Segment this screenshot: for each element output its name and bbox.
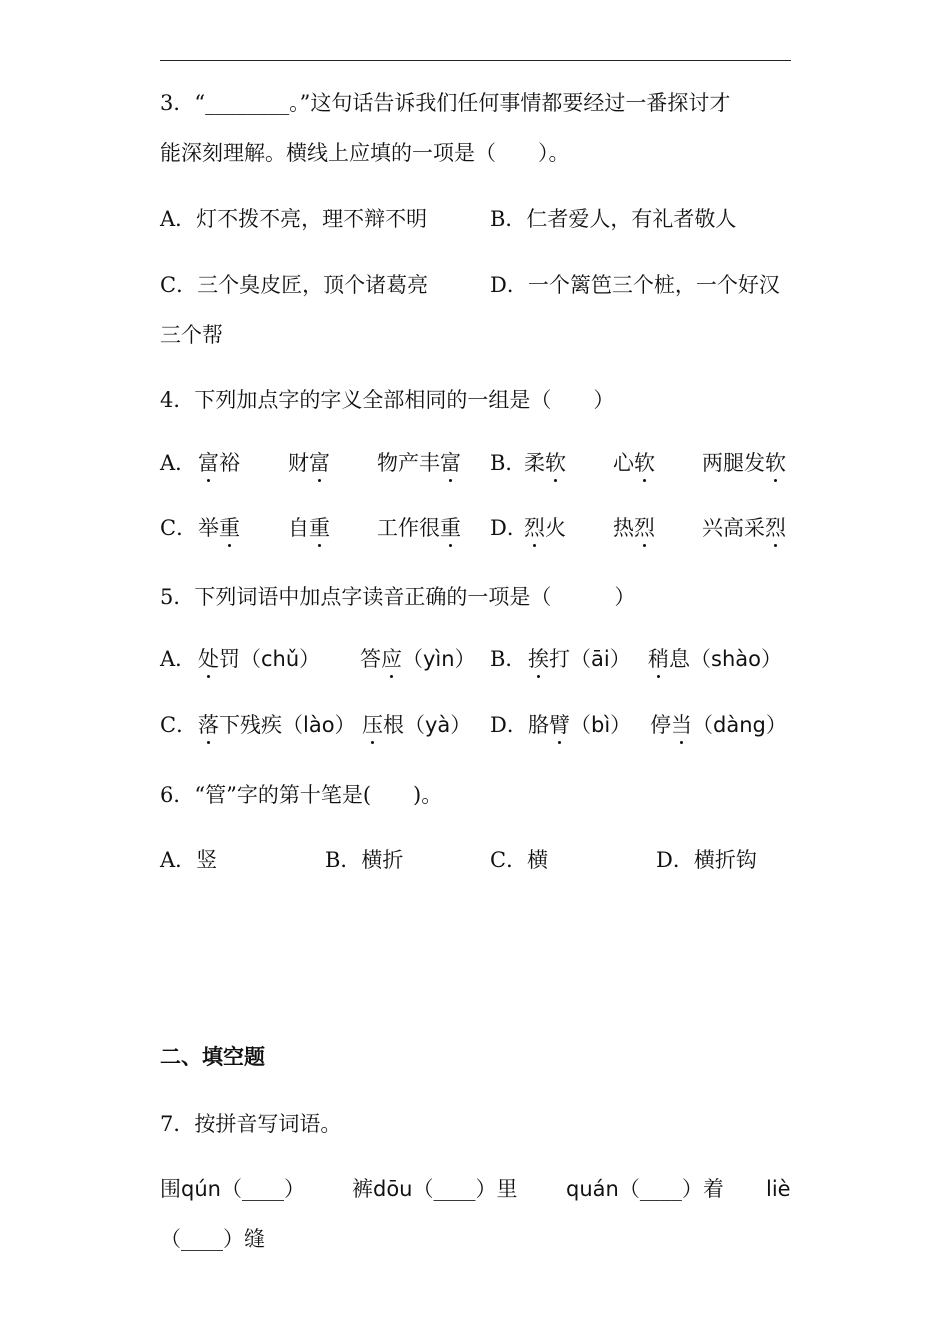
pinyin: quán [566,1177,619,1201]
dotted-char: 应 [381,644,402,674]
q4-word: 富裕 [198,448,240,478]
q6-option-c: C．横 [490,848,549,872]
pinyin: āi [591,647,610,671]
q6-option-a: A．竖 [160,848,218,872]
q4-word: 物产丰富 [377,448,461,478]
q4-stem: 4．下列加点字的字义全部相同的一组是（ ） [160,388,615,412]
q3-option-c: C．三个臭皮匠，顶个诸葛亮 [160,273,429,297]
q5-b2: 稍息（shào） [648,644,782,674]
dotted-char: 稍 [648,644,669,674]
q3-option-b: B．仁者爱人，有礼者敬人 [490,207,737,231]
section-title: 二、填空题 [160,1045,265,1069]
q4-word: 柔软 [524,448,566,478]
dotted-char: 挨 [528,644,549,674]
pinyin: chǔ [261,647,300,671]
q7-suffix: 缝 [244,1227,265,1251]
answer-blank: ____ [433,1177,476,1201]
q7-suffix: 里 [496,1177,518,1201]
q5-b1: 挨打（āi） [528,644,631,674]
dotted-char: 重 [219,513,240,543]
pinyin: bì [591,713,611,737]
q4-word: 烈火 [524,513,566,543]
q6-option-d: D．横折钩 [656,848,757,872]
q5-c2: 压根（yà） [362,710,471,740]
q5-a1: 处罚（chǔ） [198,644,320,674]
answer-blank: ____ [181,1227,223,1251]
pinyin: lào [303,713,335,737]
q4-word: 两腿发软 [702,448,786,478]
dotted-char: 处 [198,644,219,674]
q5-option-d-label: D． [490,713,528,737]
q7-prefix: 裤 [352,1177,373,1201]
answer-blank: ____ [639,1177,682,1201]
q5-option-b-label: B． [490,647,527,671]
q5-a2: 答应（yìn） [360,644,476,674]
pinyin: yà [425,713,451,737]
q3-stem-line2: 能深刻理解。横线上应填的一项是（ ）。 [160,141,570,165]
q4-option-a-label: A． [160,451,197,475]
q5-d1: 胳臂（bì） [528,710,631,740]
dotted-char: 软 [765,448,786,478]
q5-c1: 落下残疾（lào） [198,710,356,740]
dotted-char: 臂 [549,710,570,740]
dotted-char: 富 [198,448,219,478]
q7-item-4-pinyin [766,1174,791,1204]
pinyin: yìn [423,647,455,671]
dotted-char: 软 [634,448,655,478]
dotted-char: 重 [440,513,461,543]
q5-stem: 5．下列词语中加点字读音正确的一项是（ ） [160,585,636,609]
q4-word: 举重 [198,513,240,543]
dotted-char: 烈 [524,513,545,543]
dotted-char: 重 [309,513,330,543]
q5-option-a-label: A． [160,647,197,671]
pinyin: liè [766,1177,791,1201]
q4-word: 财富 [288,448,330,478]
q4-word: 自重 [288,513,330,543]
q4-word: 工作很重 [377,513,461,543]
q4-option-c-label: C． [160,516,198,540]
dotted-char: 当 [671,710,692,740]
dotted-char: 软 [545,448,566,478]
q3-option-a: A．灯不拨不亮，理不辩不明 [160,207,428,231]
q6-option-b: B．横折 [325,848,404,872]
q6-stem: 6．“管”字的第十笔是( )。 [160,783,443,807]
q7-stem: 7．按拼音写词语。 [160,1112,342,1136]
q4-word: 心软 [613,448,655,478]
pinyin: shào [711,647,761,671]
dotted-char: 富 [309,448,330,478]
q4-option-b-label: B． [490,451,527,475]
q7-item-4: （____）缝 [160,1227,265,1251]
dotted-char: 烈 [634,513,655,543]
q5-option-c-label: C． [160,713,198,737]
dotted-char: 落 [198,710,219,740]
q7-prefix: 围 [160,1177,181,1201]
q4-word: 热烈 [613,513,655,543]
q4-word: 兴高采烈 [702,513,786,543]
q3-option-d: D．一个篱笆三个桩，一个好汉 [490,273,780,297]
q3-stem-line1: 3．“________。”这句话告诉我们任何事情都要经过一番探讨才 [160,91,731,115]
pinyin: dōu [373,1177,413,1201]
q7-suffix: 着 [702,1177,724,1201]
dotted-char: 富 [440,448,461,478]
answer-blank: ____ [241,1177,284,1201]
pinyin: qún [181,1177,221,1201]
q7-item-2: 裤dōu（____）里 [352,1177,518,1201]
q7-item-3: quán（____）着 [566,1177,724,1201]
header-rule [160,60,791,61]
pinyin: dàng [713,713,766,737]
q5-d2: 停当（dàng） [650,710,787,740]
q4-option-d-label: D． [490,516,528,540]
q3-option-d-continued: 三个帮 [160,323,223,347]
dotted-char: 烈 [765,513,786,543]
q7-item-1: 围qún（____） [160,1177,305,1201]
dotted-char: 压 [362,710,383,740]
